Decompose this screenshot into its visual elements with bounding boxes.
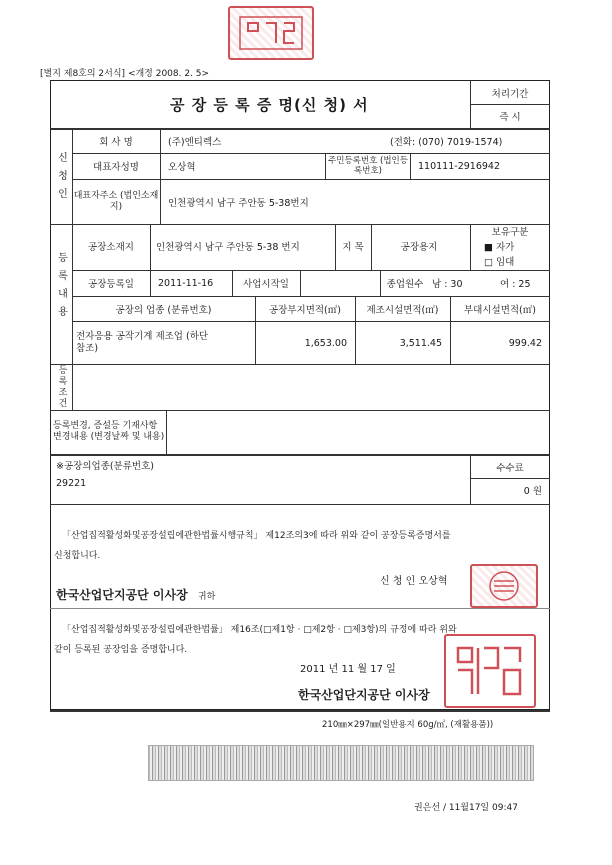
employees-label: 종업원수 <box>386 279 424 290</box>
industry-value: 전자응용 공작기계 제조업 (하단참조) <box>76 331 209 354</box>
address-label: 대표자주소 (법인소재지) <box>73 191 159 212</box>
request-text-line2: 신청합니다. <box>54 551 101 561</box>
request-text-line1: 「산업집적활성화및공장설립에관한법률시행규칙」 제12조의3에 따라 위와 같이 공장등록증명서를 <box>62 531 451 541</box>
representative-label: 대표자성명 <box>93 162 139 173</box>
applicant-seal <box>470 564 538 608</box>
seal-pattern-icon <box>476 569 532 603</box>
industry-code-label: ※공장의업종(분류번호) <box>56 461 154 472</box>
land-area-value: 1,653.00 <box>304 337 347 349</box>
cert-text-line1: 「산업집적활성화및공장설립에관한법률」 제16조(□제1항 · □제2항 · □제3항)의 규정에 따라 위와 <box>62 625 457 635</box>
top-seal <box>228 6 314 60</box>
ownership-label: 보유구분 <box>491 227 529 238</box>
mfg-area-value: 3,511.45 <box>399 337 442 349</box>
changes-label: 등록변경, 증설등 기재사항 변경내용 (변경날짜 및 내용) <box>53 421 165 442</box>
registration-section-label: 등 록 내 용 <box>58 253 68 318</box>
registration-number-value: 110111-2916942 <box>418 160 501 172</box>
applicant-signature: 신 청 인 오상혁 <box>380 576 448 587</box>
applicant-section-label: 신 청 인 <box>58 153 68 200</box>
company-name-value: (주)엔티렉스 <box>168 137 222 148</box>
cert-text-line2: 같이 등록된 공장임을 증명합니다. <box>54 645 188 655</box>
registration-number-label: 주민등록번호 (법인등록번호) <box>328 156 408 176</box>
land-category-value: 공장용지 <box>400 242 438 253</box>
issuer-seal <box>444 634 536 708</box>
footer-timestamp: 권은선 / 11월17일 09:47 <box>414 803 518 813</box>
conditions-label: 등록조건 <box>58 366 68 409</box>
location-value: 인천광역시 남구 주안동 5-38 번지 <box>156 242 300 253</box>
employees-female: 여 : 25 <box>500 279 531 290</box>
form-reference: [별지 제8호의 2서식] <개정 2008. 2. 5> <box>40 69 210 79</box>
employees-male: 남 : 30 <box>432 279 463 290</box>
form-title: 공 장 등 록 증 명(신 청) 서 <box>170 96 369 114</box>
industry-code-value: 29221 <box>56 477 87 489</box>
ownership-rent: □ 임대 <box>484 256 515 268</box>
mfg-area-header: 제조시설면적(㎡) <box>366 305 439 316</box>
land-category-label: 지 목 <box>342 242 364 253</box>
processing-value: 즉 시 <box>499 112 521 123</box>
redacted-barcode <box>148 745 534 781</box>
registration-date-label: 공장등록일 <box>88 279 134 290</box>
seal-pattern-icon <box>450 640 530 702</box>
fee-label: 수수료 <box>496 463 524 474</box>
representative-value: 오상혁 <box>168 162 196 173</box>
seal-pattern-icon <box>236 13 306 53</box>
industry-header: 공장의 업종 (분류번호) <box>115 305 212 316</box>
address-value: 인천광역시 남구 주안동 5-38번지 <box>168 198 309 209</box>
ownership-self: ■ 자가 <box>484 241 515 253</box>
fee-value: 0 원 <box>523 486 542 497</box>
cert-date: 2011 년 11 월 17 일 <box>300 664 396 675</box>
land-area-header: 공장부지면적(㎡) <box>269 305 341 316</box>
company-phone: (전화: (070) 7019-1574) <box>390 137 503 148</box>
processing-label: 처리기간 <box>491 89 529 100</box>
company-name-label: 회 사 명 <box>99 137 133 148</box>
aux-area-value: 999.42 <box>508 337 542 349</box>
addressee: 한국산업단지공단 이사장 귀하 <box>56 588 216 602</box>
aux-area-header: 부대시설면적(㎡) <box>464 305 536 316</box>
issuer: 한국산업단지공단 이사장 <box>298 688 430 702</box>
location-label: 공장소재지 <box>88 242 134 253</box>
operation-start-label: 사업시작일 <box>243 279 289 290</box>
registration-date-value: 2011-11-16 <box>158 277 214 289</box>
paper-size: 210㎜×297㎜(일반용지 60g/㎡, (재활용품)) <box>322 720 494 730</box>
